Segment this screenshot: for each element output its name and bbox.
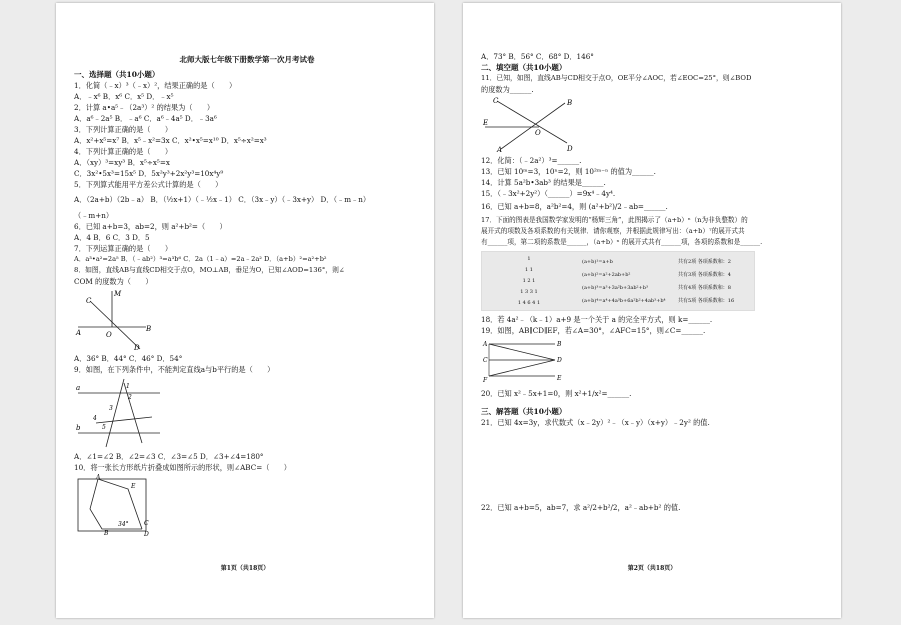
q-line: 6．已知 a+b=3，ab=2，则 a²+b²=（ ）: [74, 222, 227, 231]
q-line: 16．已知 a+b=8，a²b²=4，则 (a²+b²)/2﹣ab=______.: [481, 202, 668, 211]
section-answer-title: 三、解答题（共10小题）: [481, 407, 567, 416]
label-2: 2: [128, 394, 132, 401]
q-line: A．x²+x⁵=x⁷ B．x⁵﹣x²=3x C．x²•x⁵=x¹⁰ D．x⁵÷x²=x³: [74, 136, 267, 145]
expansion-eq: (a+b)¹=a+b: [582, 259, 613, 265]
q10-text: 10．将一张长方形纸片折叠成如图所示的形状，则∠ABC=（ ）: [74, 463, 291, 472]
label-E: E: [483, 119, 489, 127]
figure-q9: [76, 377, 162, 449]
yanghui-triangle-figure: [481, 251, 755, 311]
q-line: A．（xy）³=xy³ B．x⁵÷x⁵=x: [74, 158, 170, 167]
label-C: C: [86, 297, 92, 305]
label-D: D: [134, 344, 140, 352]
q-line: 15．（﹣3x²+2y²）（______）=9x⁴﹣4y⁴.: [481, 189, 616, 198]
label-O: O: [106, 331, 112, 339]
figure-q10: [76, 475, 156, 537]
q-line: A．a⁶﹣2a⁵ B．﹣a⁶ C．a⁶﹣4a⁵ D．﹣3a⁶: [74, 114, 217, 123]
expansion-eq: (a+b)⁴=a⁴+4a³b+6a²b²+4ab³+b⁴: [582, 298, 666, 304]
q11-text: 11．已知，如图，直线AB与CD相交于点O，OE平分∠AOC，若∠EOC=25°，则∠BOD: [481, 74, 752, 82]
label-F: F: [483, 377, 488, 384]
angle-label: 34°: [118, 521, 129, 528]
figure-q8: [76, 289, 156, 351]
label-a: a: [76, 384, 81, 392]
label-B: B: [567, 99, 573, 107]
q11-text-cont: 的度数为______.: [481, 85, 534, 94]
q9-options: A．∠1=∠2 B．∠2=∠3 C．∠3=∠5 D．∠3+∠4=180°: [74, 452, 264, 461]
q-line: 12．化简：（﹣2a²）³=______.: [481, 156, 582, 165]
figure-q19: [483, 338, 561, 384]
triangle-row: 1 1: [525, 267, 533, 273]
q-line: 2．计算 a•a⁵﹣（2a³）² 的结果为（ ）: [74, 103, 215, 112]
page-2: [463, 3, 841, 618]
q-line: 14．计算 5a²b•3ab³ 的结果是______.: [481, 178, 606, 187]
q5-options-cont: （﹣m+n）: [74, 211, 114, 220]
q17-line: 展开式的项数及各项系数的有关规律．请你观察，并根据此规律写出：（a+b）⁷的展开式共: [481, 227, 745, 235]
q21-text: 21．已知 4x=3y，求代数式（x﹣2y）²﹣（x﹣y）（x+y）﹣2y² 的值.: [481, 418, 710, 427]
label-E: E: [131, 483, 136, 490]
q-line: 5．下列算式能用平方差公式计算的是（ ）: [74, 180, 223, 189]
label-A: A: [497, 146, 503, 154]
label-E: E: [557, 375, 562, 382]
label-O: O: [535, 129, 541, 137]
expansion-eq: (a+b)²=a²+2ab+b²: [582, 272, 631, 278]
label-C: C: [493, 97, 499, 105]
q-line: 7．下列运算正确的是（ ）: [74, 244, 173, 253]
label-C: C: [144, 520, 149, 527]
label-A: A: [96, 474, 101, 481]
section-choice-title: 一、选择题（共10小题）: [74, 70, 160, 79]
label-B: B: [146, 325, 152, 333]
q20-text: 20．已知 x²﹣5x+1=0，则 x²+1/x²=______.: [481, 389, 632, 398]
label-5: 5: [102, 424, 106, 431]
triangle-row: 1 2 1: [522, 278, 536, 284]
figure-q11: [483, 97, 579, 153]
q-line: COM 的度数为（ ）: [74, 277, 153, 286]
expansion-eq: (a+b)³=a³+3a²b+3ab²+b³: [582, 285, 648, 291]
q10-options: A．73° B．56° C．68° D．146°: [481, 52, 594, 61]
label-A: A: [483, 341, 488, 348]
q5-options: A．（2a+b）（2b﹣a） B．（½x+1）（﹣½x﹣1） C．（3x﹣y）（﹣3x+y） D．（﹣m﹣n）: [74, 195, 371, 204]
triangle-row: 1: [527, 256, 531, 262]
label-D: D: [144, 531, 149, 538]
page-footer: 第1页（共18页）: [220, 565, 270, 572]
q8-options: A．36° B．44° C．46° D．54°: [74, 354, 183, 363]
triangle-row: 1 4 6 4 1: [517, 300, 541, 306]
label-B: B: [557, 341, 562, 348]
q-line: 8．如图，直线AB与直线CD相交于点O，MO⊥AB，垂足为O，已知∠AOD=136°，则∠: [74, 266, 345, 274]
q17-line: 17．下面的图表是我国数学家发明的“杨辉三角”，此图揭示了（a+b）ⁿ（n为非负整数）的: [481, 216, 748, 224]
label-B: B: [104, 530, 109, 537]
q-line: A．4 B．6 C．3 D．5: [74, 233, 150, 242]
label-3: 3: [109, 405, 113, 412]
label-b: b: [76, 424, 81, 432]
q-line: C．3x²•5x³=15x⁵ D．5x²y³+2x²y³=10x⁴y⁹: [74, 169, 224, 178]
page-footer: 第2页（共18页）: [627, 565, 677, 572]
label-1: 1: [126, 383, 130, 390]
q19-text: 19．如图，AB∥CD∥EF，若∠A=30°，∠AFC=15°，则∠C=______.: [481, 326, 706, 335]
page-2-content: [481, 51, 827, 516]
q9-text: 9．如图，在下列条件中，不能判定直线a与b平行的是（ ）: [74, 365, 275, 374]
label-4: 4: [93, 415, 97, 422]
q17-line: 有______项，第二项的系数是______，（a+b）ⁿ 的展开式共有______项，各项的系数和是______.: [481, 238, 763, 246]
q22-text: 22．已知 a+b=5，ab=7，求 a²/2+b²/2，a²﹣ab+b² 的值.: [481, 503, 681, 512]
label-M: M: [114, 290, 122, 298]
exam-title: 北师大版七年级下册数学第一次月考试卷: [179, 55, 315, 64]
label-D: D: [567, 145, 573, 153]
q18-text: 18．若 4a²﹣（k﹣1）a+9 是一个关于 a 的完全平方式，则 k=______.: [481, 315, 713, 324]
q-line: 3．下列计算正确的是（ ）: [74, 125, 173, 134]
label-D: D: [557, 357, 562, 364]
page-1: [56, 3, 434, 618]
q-line: A．a³•a²=2a⁵ B．（﹣ab²）³=a³b⁶ C．2a（1﹣a）=2a﹣2a² D．（a+b）²=a²+b²: [74, 255, 327, 263]
q-line: 4．下列计算正确的是（ ）: [74, 147, 173, 156]
expansion-note: 共有4项 各项系数和：8: [678, 285, 731, 291]
section-fill-title: 二、填空题（共10小题）: [481, 63, 567, 72]
q-line: A．﹣x⁶ B．x⁶ C．x⁵ D．﹣x⁵: [74, 92, 174, 101]
expansion-note: 共有3项 各项系数和：4: [678, 272, 731, 278]
label-A: A: [76, 329, 82, 337]
triangle-row: 1 3 3 1: [520, 289, 538, 295]
label-C: C: [483, 357, 488, 364]
expansion-note: 共有2项 各项系数和：2: [678, 259, 731, 265]
page-1-content: [74, 3, 420, 539]
expansion-note: 共有5项 各项系数和：16: [678, 298, 735, 304]
q-line: 1．化简（﹣x）³（﹣x）²，结果正确的是（ ）: [74, 81, 237, 90]
q-line: 13．已知 10ᵐ=3，10ⁿ=2，则 10²ᵐ⁻ⁿ 的值为______.: [481, 167, 656, 176]
